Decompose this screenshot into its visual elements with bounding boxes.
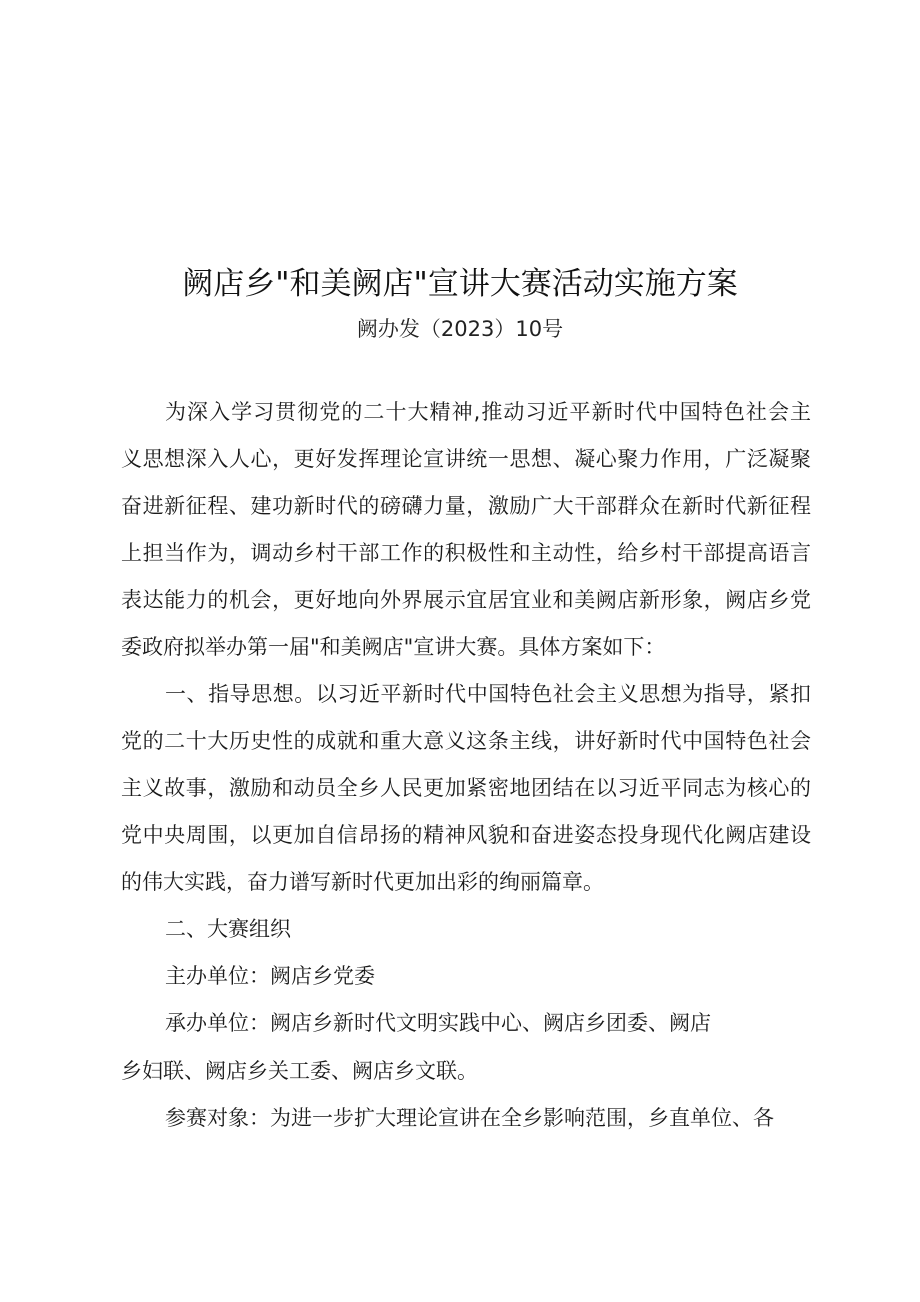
paragraph-line: 表达能力的机会，更好地向外界展示宜居宜业和美阙店新形象，阙店乡党: [121, 588, 811, 612]
section-competition-organization: [121, 906, 811, 1047]
co-organizer-line-2: 乡妇联、阙店乡关工委、阙店乡文联。: [121, 1059, 478, 1083]
paragraph-line: 奋进新征程、建功新时代的磅礴力量，激励广大干部群众在新时代新征程: [121, 494, 811, 518]
document-number: 阙办发（2023）10号: [356, 317, 564, 341]
paragraph-line: 上担当作为，调动乡村干部工作的积极性和主动性，给乡村干部提高语言: [121, 541, 811, 565]
paragraph-line: 的伟大实践，奋力谱写新时代更加出彩的绚丽篇章。: [121, 870, 604, 894]
section-heading: 二、大赛组织: [165, 917, 291, 941]
co-organizer-continuation: [121, 1048, 811, 1095]
participants-paragraph: [121, 1095, 811, 1142]
section-guiding-ideology: [121, 671, 811, 906]
co-organizer-line: 承办单位：阙店乡新时代文明实践中心、阙店乡团委、阙店: [165, 1011, 711, 1035]
paragraph-line: 义思想深入人心，更好发挥理论宣讲统一思想、凝心聚力作用，广泛凝聚: [121, 447, 811, 471]
paragraph-line: 一、指导思想。以习近平新时代中国特色社会主义思想为指导，紧扣: [165, 682, 811, 706]
paragraph-line: 党中央周围，以更加自信昂扬的精神风貌和奋进姿态投身现代化阙店建设: [121, 823, 811, 847]
paragraph-line: 为深入学习贯彻党的二十大精神,推动习近平新时代中国特色社会主: [165, 400, 811, 424]
paragraph-line: 主义故事，激励和动员全乡人民更加紧密地团结在以习近平同志为核心的: [121, 776, 811, 800]
paragraph-line: 党的二十大历史性的成就和重大意义这条主线，讲好新时代中国特色社会: [121, 729, 811, 753]
paragraph-line: 委政府拟举办第一届"和美阙店"宣讲大赛。具体方案如下：: [121, 635, 666, 659]
document-title: 阙店乡"和美阙店"宣讲大赛活动实施方案: [182, 266, 738, 302]
participants-line: 参赛对象：为进一步扩大理论宣讲在全乡影响范围，乡直单位、各: [165, 1106, 774, 1130]
intro-paragraph: [121, 389, 811, 671]
organizer-line: 主办单位：阙店乡党委: [165, 964, 375, 988]
